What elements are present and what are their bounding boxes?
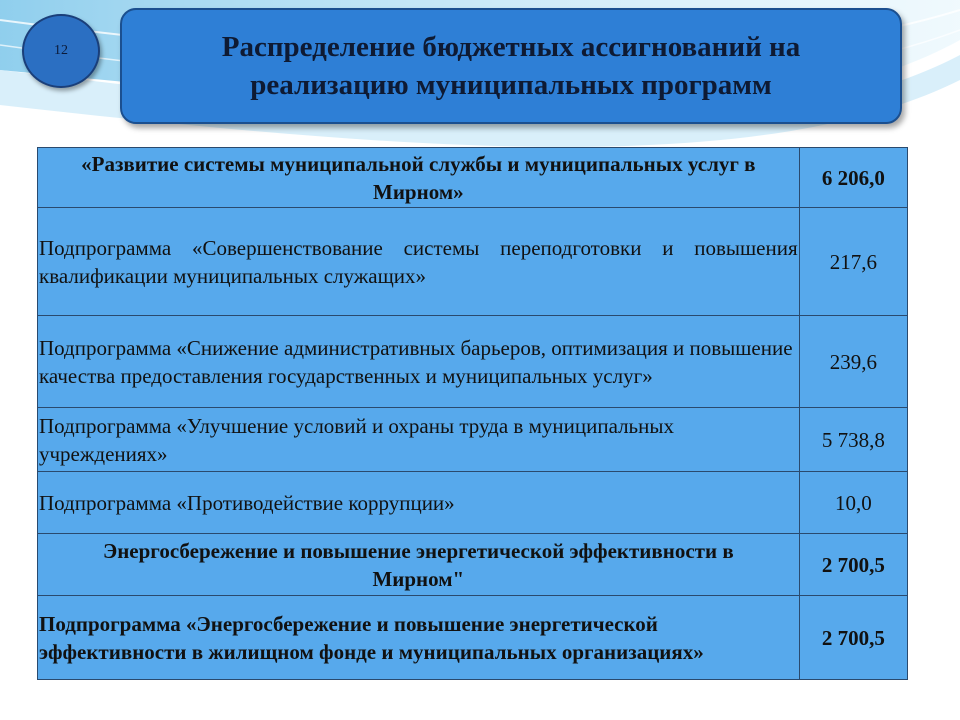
budget-table (37, 147, 908, 680)
table-row (38, 316, 908, 408)
program-name: Энергосбережение и повышение энергетической эффективности в Мирном" (38, 534, 800, 596)
program-value: 2 700,5 (799, 534, 907, 596)
program-value: 2 700,5 (799, 596, 907, 680)
title-banner (120, 8, 902, 124)
program-name: Подпрограмма «Совершенствование системы переподготовки и повышения квалификации муниципальных служащих» (38, 208, 800, 316)
table-row (38, 208, 908, 316)
program-value: 239,6 (799, 316, 907, 408)
program-value: 217,6 (799, 208, 907, 316)
table-row (38, 148, 908, 208)
program-name: Подпрограмма «Противодействие коррупции» (38, 472, 800, 534)
table-row (38, 534, 908, 596)
program-value: 6 206,0 (799, 148, 907, 208)
table-row (38, 596, 908, 680)
program-name: Подпрограмма «Энергосбережение и повышение энергетической эффективности в жилищном фонде и муниципальных организациях» (38, 596, 800, 680)
program-name: Подпрограмма «Снижение административных барьеров, оптимизация и повышение качества предоставления государственных и муниципальных услуг» (38, 316, 800, 408)
slide-title: Распределение бюджетных ассигнований на реализацию муниципальных программ (221, 31, 801, 101)
page-number: 12 (54, 43, 68, 58)
table-row (38, 408, 908, 472)
table-row (38, 472, 908, 534)
page-number-badge (22, 14, 100, 88)
program-value: 5 738,8 (799, 408, 907, 472)
program-name: «Развитие системы муниципальной службы и муниципальных услуг в Мирном» (38, 148, 800, 208)
program-value: 10,0 (799, 472, 907, 534)
program-name: Подпрограмма «Улучшение условий и охраны труда в муниципальных учреждениях» (38, 408, 800, 472)
